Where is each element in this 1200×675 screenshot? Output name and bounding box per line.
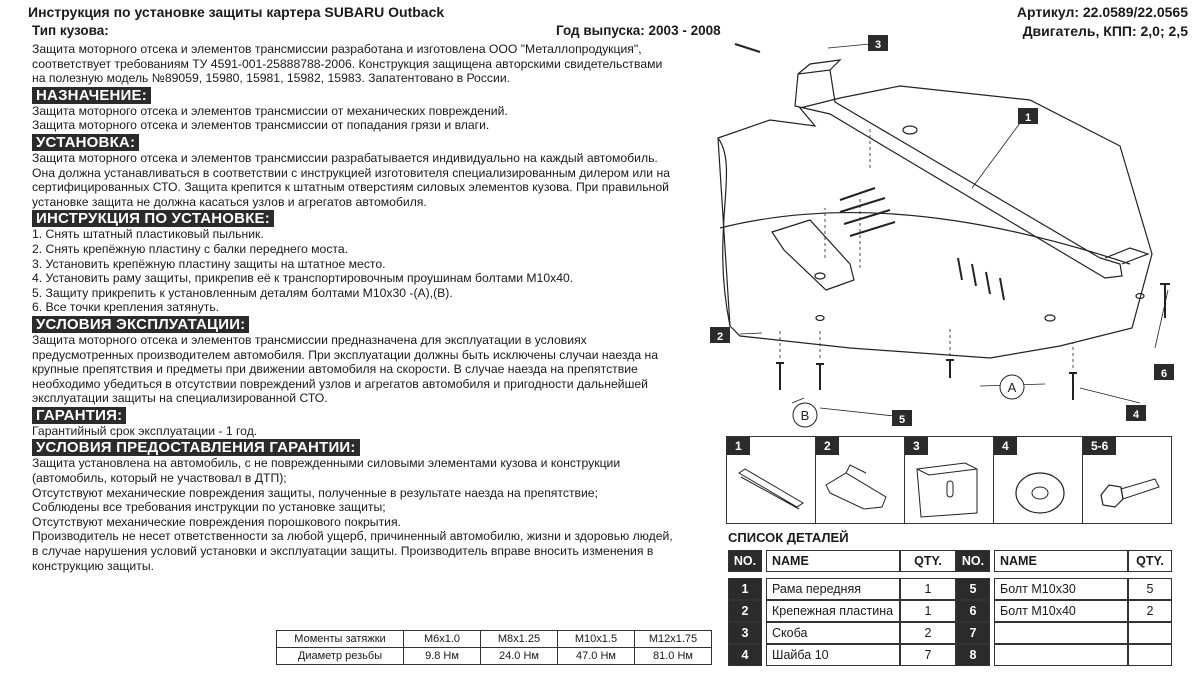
thread-size-cell: М10х1.5: [558, 631, 635, 648]
point-a-marker: [1000, 375, 1024, 399]
installation-line: сертифицированных СТО. Защита крепится к штатным отверстиям силовых элементов кузова. При правильной: [32, 180, 669, 195]
operation-line: эксплуатации защиты на специализированной СТО.: [32, 391, 328, 406]
part-name: Скоба: [766, 622, 900, 644]
callout-6: [1154, 364, 1174, 380]
part-no: 3: [728, 622, 762, 644]
warranty-condition-line: в случае нарушения условий установки и эксплуатации защиты. Производитель вправе вносить изменения в: [32, 544, 654, 559]
part-no: 7: [956, 622, 990, 644]
torque-row-label: Диаметр резьбы: [277, 648, 404, 665]
thumbnail-number: 1: [727, 437, 750, 455]
part-name: Болт М10х40: [994, 600, 1128, 622]
mounting-plate: [772, 220, 854, 290]
instruction-step: 2. Снять крепёжную пластину с балки переднего моста.: [32, 241, 349, 256]
instruction-step: 3. Установить крепёжную пластину защиты на штатное место.: [32, 256, 386, 271]
purpose-line: Защита моторного отсека и элементов трансмиссии от механических повреждений.: [32, 103, 508, 118]
part-no: 2: [728, 600, 762, 622]
parts-table-left: [728, 550, 956, 666]
thumbnail-number: 4: [994, 437, 1017, 455]
point-b-label: B: [800, 408, 810, 423]
thread-size-cell: М12х1.75: [635, 631, 712, 648]
table-row: [956, 600, 1172, 622]
operation-line: крупные препятствия и предметы при движении автомобиля на скорости. В случае наезда на препятствие: [32, 362, 638, 377]
part-no: 1: [728, 578, 762, 600]
callout-label: 6: [1160, 368, 1168, 380]
callout-2: [710, 327, 730, 343]
parts-header-row: [728, 550, 956, 572]
part-name: [994, 622, 1128, 644]
point-a-label: A: [1007, 380, 1017, 395]
instruction-step: 1. Снять штатный пластиковый пыльник.: [32, 227, 264, 242]
operation-line: необходимо убедиться в отсутствии повреждений узлов и агрегатов автомобиля и пригодности дальнейшей: [32, 376, 648, 391]
operation-heading: УСЛОВИЯ ЭКСПЛУАТАЦИИ:: [32, 316, 249, 333]
part-name: Шайба 10: [766, 644, 900, 666]
purpose-heading: НАЗНАЧЕНИЕ:: [32, 87, 151, 104]
thumbnail-plate: [816, 437, 905, 523]
callout-label: 5: [898, 414, 906, 426]
installation-line: Она должна устанавливаться в соответствии с инструкцией изготовителя специализированным дилером или на: [32, 165, 670, 180]
part-qty: 2: [900, 622, 956, 644]
article-label: Артикул: 22.0589/22.0565: [1016, 4, 1188, 20]
torque-value-cell: 47.0 Нм: [558, 648, 635, 665]
torque-row-label: Моменты затяжки: [277, 631, 404, 648]
table-row: [728, 578, 956, 600]
skid-plate-outline: [718, 86, 1152, 358]
callout-4: [1126, 405, 1146, 421]
thumbnail-number: 3: [905, 437, 928, 455]
body-type-label: Тип кузова:: [32, 23, 109, 38]
instructions-heading: ИНСТРУКЦИЯ ПО УСТАНОВКЕ:: [32, 210, 274, 227]
warranty-condition-line: Отсутствуют механические повреждения порошкового покрытия.: [32, 514, 401, 529]
callout-label: 3: [874, 39, 882, 51]
engine-label: Двигатель, КПП: 2,0; 2,5: [1022, 23, 1188, 39]
part-name: Болт М10х30: [994, 578, 1128, 600]
warranty-condition-line: Отсутствуют механические повреждения защиты, полученные в результате наезда на препятствие;: [32, 485, 598, 500]
warranty-conditions-heading: УСЛОВИЯ ПРЕДОСТАВЛЕНИЯ ГАРАНТИИ:: [32, 439, 360, 456]
part-qty: [1128, 622, 1172, 644]
part-qty: 7: [900, 644, 956, 666]
table-row: [728, 622, 956, 644]
intro-line: Защита моторного отсека и элементов трансмиссии разработана и изготовлена ООО "Металлопродукция",: [32, 42, 642, 56]
year-label: Год выпуска: 2003 - 2008: [556, 23, 721, 38]
parts-list-title: СПИСОК ДЕТАЛЕЙ: [728, 530, 849, 545]
document-title: Инструкция по установке защиты картера SUBARU Outback: [28, 4, 445, 20]
operation-line: предусмотренных производителем автомобиля. При эксплуатации должны быть исключены случаи наезда на: [32, 347, 659, 362]
part-name: [994, 644, 1128, 666]
col-no-header: NO.: [728, 550, 762, 572]
torque-value-cell: 24.0 Нм: [481, 648, 558, 665]
thumbnail-number: 5-6: [1083, 437, 1116, 455]
table-row: [728, 644, 956, 666]
callout-3: [868, 35, 888, 51]
col-name-header: NAME: [994, 550, 1128, 572]
installation-line: Защита моторного отсека и элементов трансмиссии разрабатывается индивидуально на каждый автомобиль.: [32, 150, 658, 165]
callout-label: 4: [1132, 409, 1140, 421]
part-name: Рама передняя: [766, 578, 900, 600]
part-qty: 1: [900, 578, 956, 600]
part-qty: 1: [900, 600, 956, 622]
col-name-header: NAME: [766, 550, 900, 572]
parts-thumbnails: [726, 436, 1172, 524]
installation-line: установке защита не должна касаться узлов и агрегатов автомобиля.: [32, 194, 427, 209]
thumbnail-bolt: [1083, 437, 1171, 523]
intro-line: на полезную модель №89059, 15980, 15981, 15982, 15983. Запатентовано в России.: [32, 71, 511, 86]
part-no: 8: [956, 644, 990, 666]
table-row: [956, 644, 1172, 666]
instruction-step: 6. Все точки крепления затянуть.: [32, 300, 220, 315]
col-qty-header: QTY.: [1128, 550, 1172, 572]
part-no: 6: [956, 600, 990, 622]
warranty-condition-line: Соблюдены все требования инструкции по установке защиты;: [32, 500, 386, 515]
part-qty: 2: [1128, 600, 1172, 622]
parts-table-right: [956, 550, 1172, 666]
callout-1: [1018, 108, 1038, 124]
purpose-line: Защита моторного отсека и элементов трансмиссии от попадания грязи и влаги.: [32, 118, 490, 133]
installation-heading: УСТАНОВКА:: [32, 134, 139, 151]
thumbnail-number: 2: [816, 437, 839, 455]
warranty-condition-line: Защита установлена на автомобиль, с не поврежденными силовыми элементами кузова и конструкции: [32, 456, 621, 471]
thumbnail-bracket: [905, 437, 994, 523]
operation-line: Защита моторного отсека и элементов трансмиссии предназначена для эксплуатации в условиях: [32, 332, 587, 347]
col-qty-header: QTY.: [900, 550, 956, 572]
part-no: 5: [956, 578, 990, 600]
callout-5: [892, 410, 912, 426]
callout-label: 1: [1024, 112, 1032, 124]
intro-block: [32, 42, 698, 86]
torque-size-row: [277, 631, 712, 648]
torque-value-cell: 81.0 Нм: [635, 648, 712, 665]
intro-line: соответствует требованиям ТУ 4591-001-25888788-2006. Конструкция защищена авторскими свидетельствами: [32, 56, 663, 71]
thumbnail-frame: [727, 437, 816, 523]
col-no-header: NO.: [956, 550, 990, 572]
torque-value-row: [277, 648, 712, 665]
warranty-line: Гарантийный срок эксплуатации - 1 год.: [32, 423, 258, 438]
torque-table: [276, 630, 712, 665]
instruction-step: 4. Установить раму защиты, прикрепив её к транспортировочным проушинам болтами М10х40.: [32, 271, 574, 286]
table-row: [728, 600, 956, 622]
part-qty: 5: [1128, 578, 1172, 600]
instruction-text-column: [32, 42, 698, 573]
parts-header-row: [956, 550, 1172, 572]
warranty-condition-line: (автомобиль, который не участвовал в ДТП);: [32, 471, 287, 486]
assembly-diagram: [700, 28, 1190, 438]
point-b-marker: [793, 403, 817, 427]
part-name: Крепежная пластина: [766, 600, 900, 622]
warranty-heading: ГАРАНТИЯ:: [32, 407, 126, 424]
table-row: [956, 578, 1172, 600]
thread-size-cell: М8х1.25: [481, 631, 558, 648]
thread-size-cell: М6х1.0: [404, 631, 481, 648]
part-qty: [1128, 644, 1172, 666]
callout-label: 2: [716, 331, 724, 343]
thumbnail-washer: [994, 437, 1083, 523]
part-no: 4: [728, 644, 762, 666]
instruction-step: 5. Защиту прикрепить к установленным деталям болтами М10х30 -(А),(В).: [32, 285, 453, 300]
warranty-condition-line: конструкцию защиты.: [32, 558, 154, 573]
torque-value-cell: 9.8 Нм: [404, 648, 481, 665]
warranty-condition-line: Производитель не несет ответственности за любой ущерб, причиненный автомобилю, жизни и здоровью людей,: [32, 529, 673, 544]
table-row: [956, 622, 1172, 644]
